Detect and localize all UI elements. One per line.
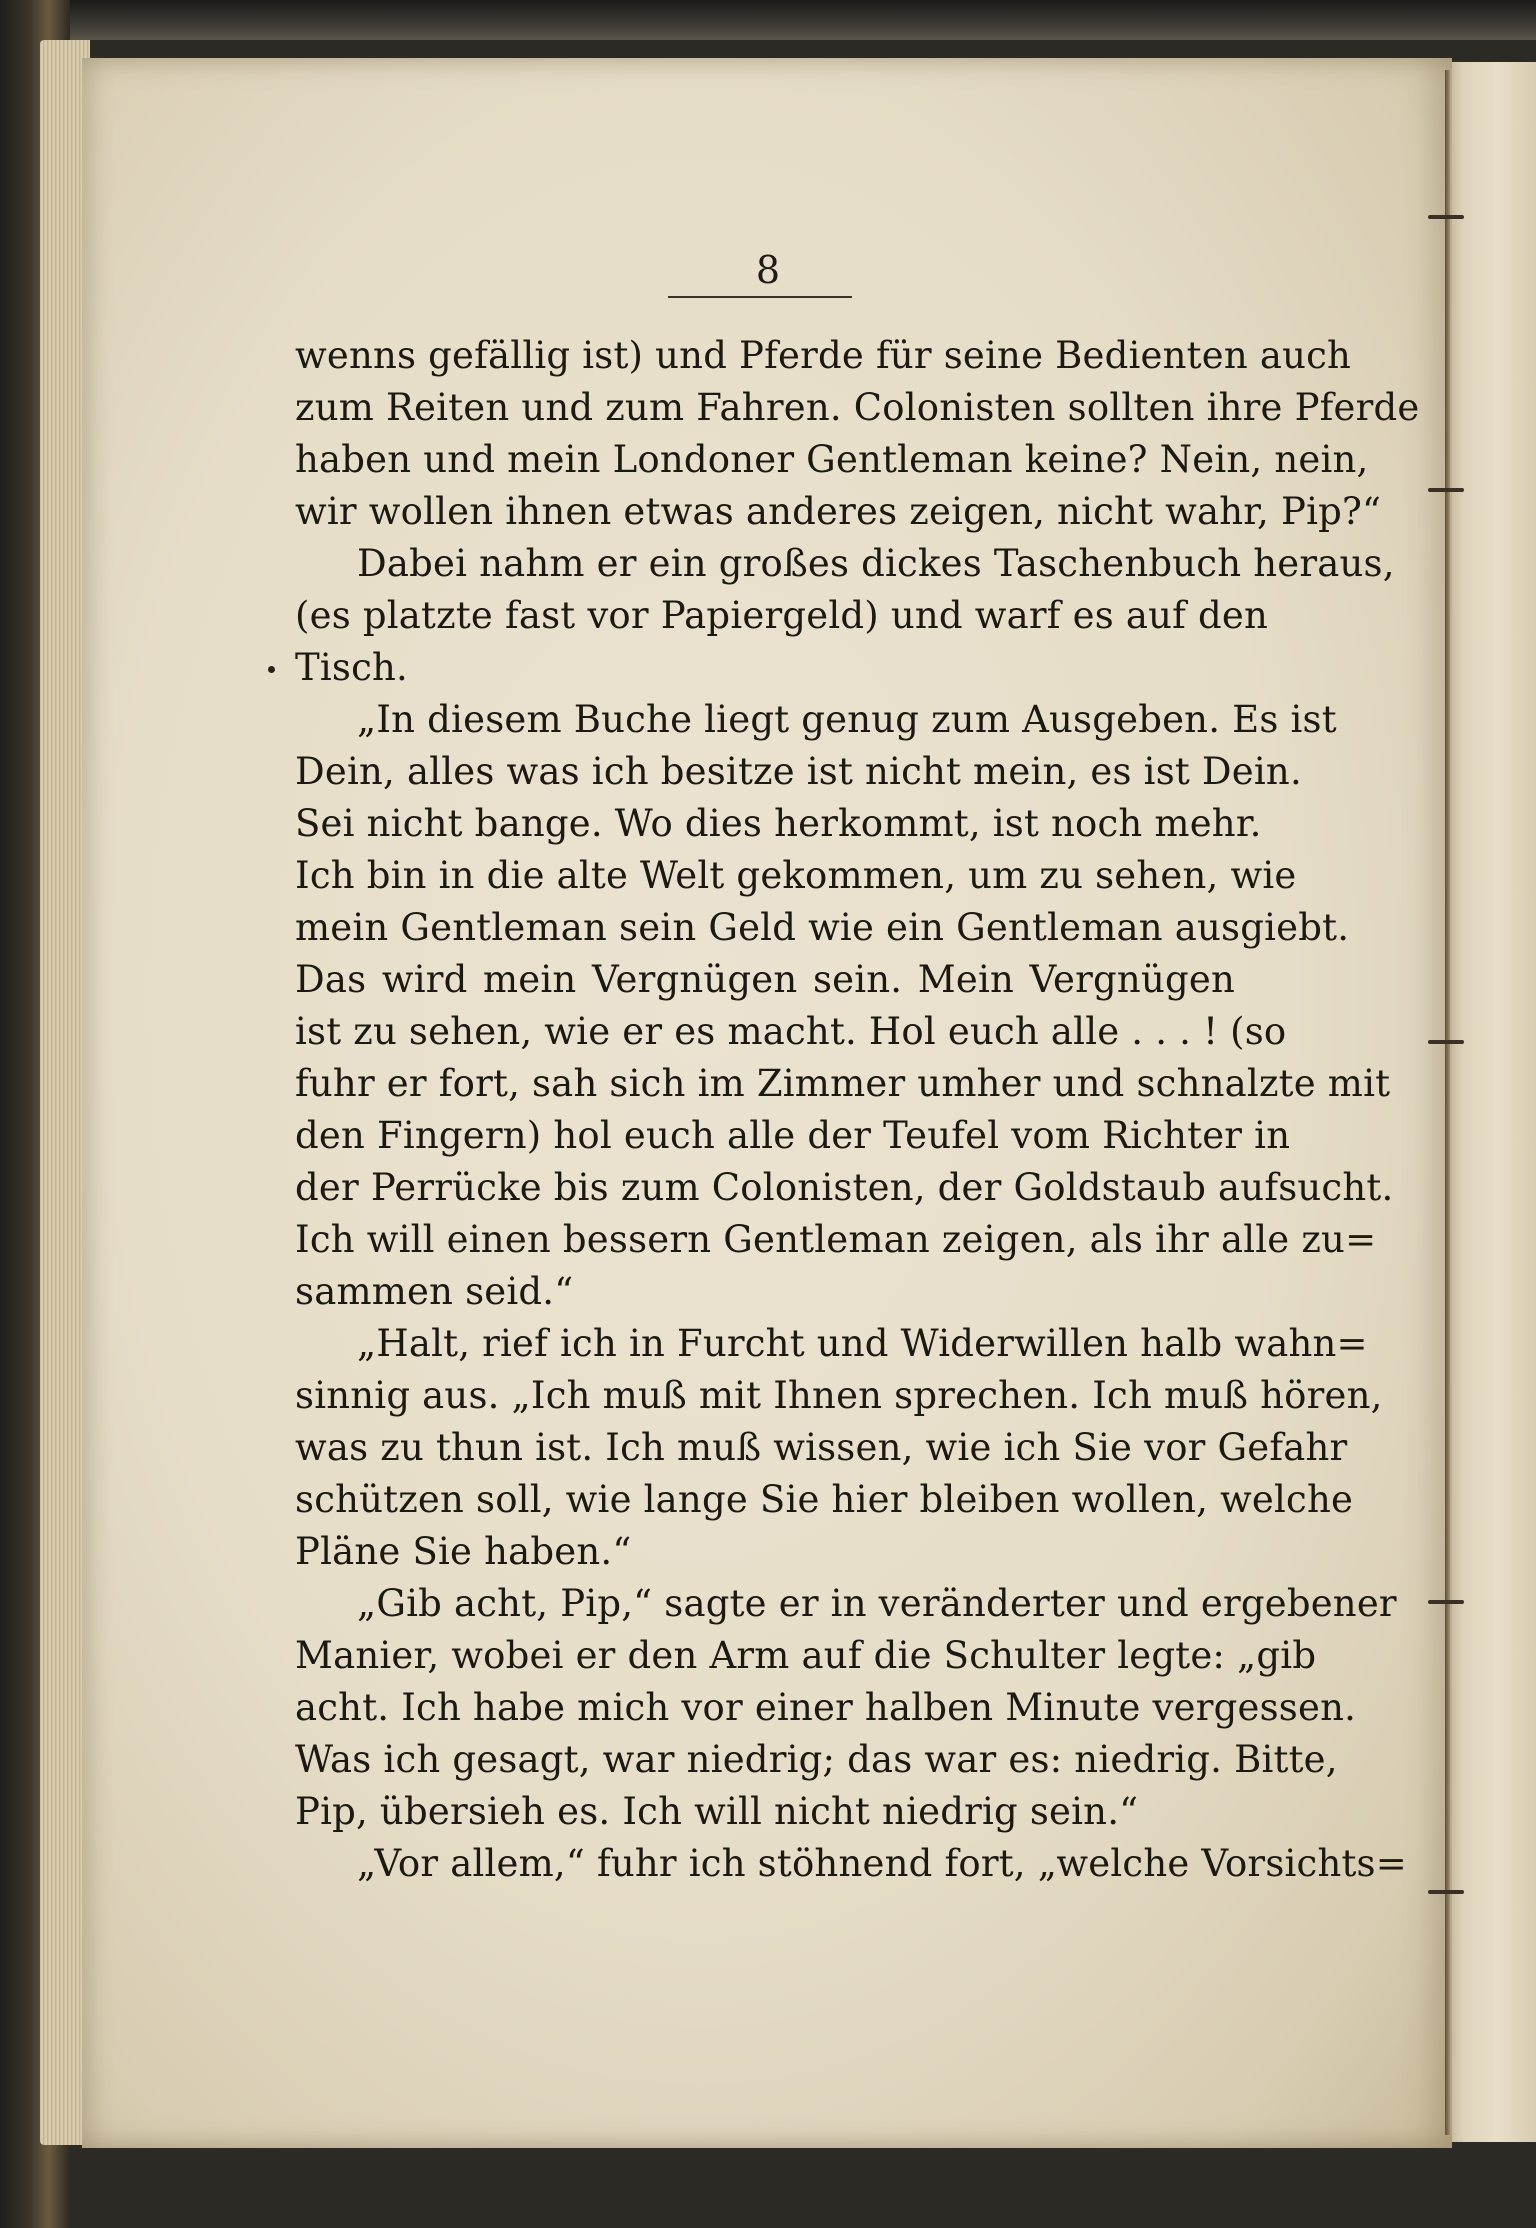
text-line: Das wird mein Vergnügen sein. Mein Vergnügen (295, 958, 1235, 1001)
text-line: „Halt, rief ich in Furcht und Widerwillen halb wahn= (357, 1322, 1368, 1365)
body-text (295, 330, 1420, 1890)
page-number: 8 (755, 248, 781, 292)
text-line: acht. Ich habe mich vor einer halben Minute vergessen. (295, 1686, 1357, 1729)
text-line: fuhr er fort, sah sich im Zimmer umher und schnalzte mit (295, 1062, 1391, 1105)
text-line: wenns gefällig ist) und Pferde für seine Bedienten auch (295, 334, 1352, 377)
binding-stitch (1428, 1040, 1464, 1044)
text-line: Tisch. (295, 646, 409, 689)
binding-stitch (1428, 1600, 1464, 1604)
header-rule (668, 296, 852, 298)
binding-gutter (1445, 70, 1450, 2135)
ink-speck (268, 666, 275, 673)
text-line: „Vor allem,“ fuhr ich stöhnend fort, „welche Vorsichts= (357, 1842, 1407, 1885)
text-line: „Gib acht, Pip,“ sagte er in veränderter und ergebener (357, 1582, 1397, 1625)
text-line: Sei nicht bange. Wo dies herkommt, ist noch mehr. (295, 802, 1262, 845)
text-line: zum Reiten und zum Fahren. Colonisten sollten ihre Pferde (295, 386, 1420, 429)
book-cover-top-edge (0, 0, 1536, 40)
binding-stitch (1428, 1890, 1464, 1894)
text-line: Was ich gesagt, war niedrig; das war es: niedrig. Bitte, (295, 1738, 1338, 1781)
binding-stitch (1428, 215, 1464, 219)
text-line: Pip, übersieh es. Ich will nicht niedrig sein.“ (295, 1790, 1139, 1833)
text-line: Ich will einen bessern Gentleman zeigen, als ihr alle zu= (295, 1218, 1377, 1261)
text-line: Ich bin in die alte Welt gekommen, um zu sehen, wie (295, 854, 1297, 897)
text-line: (es platzte fast vor Papiergeld) und warf es auf den (295, 594, 1269, 637)
text-line: Dein, alles was ich besitze ist nicht mein, es ist Dein. (295, 750, 1302, 793)
text-line: was zu thun ist. Ich muß wissen, wie ich Sie vor Gefahr (295, 1426, 1348, 1469)
text-line: „In diesem Buche liegt genug zum Ausgeben. Es ist (357, 698, 1337, 741)
text-line: Manier, wobei er den Arm auf die Schulter legte: „gib (295, 1634, 1317, 1677)
text-line: wir wollen ihnen etwas anderes zeigen, nicht wahr, Pip?“ (295, 490, 1382, 533)
text-line: schützen soll, wie lange Sie hier bleiben wollen, welche (295, 1478, 1354, 1521)
text-line: mein Gentleman sein Geld wie ein Gentleman ausgiebt. (295, 906, 1350, 949)
text-line: sinnig aus. „Ich muß mit Ihnen sprechen. Ich muß hören, (295, 1374, 1383, 1417)
text-line: Pläne Sie haben.“ (295, 1530, 632, 1573)
text-line: ist zu sehen, wie er es macht. Hol euch alle . . . ! (so (295, 1010, 1287, 1053)
text-line: Dabei nahm er ein großes dickes Taschenbuch heraus, (357, 542, 1395, 585)
text-line: der Perrücke bis zum Colonisten, der Goldstaub aufsucht. (295, 1166, 1394, 1209)
text-line: sammen seid.“ (295, 1270, 574, 1313)
facing-page-edge (1440, 62, 1536, 2142)
binding-stitch (1428, 488, 1464, 492)
text-line: haben und mein Londoner Gentleman keine? Nein, nein, (295, 438, 1369, 481)
text-line: den Fingern) hol euch alle der Teufel vom Richter in (295, 1114, 1291, 1157)
